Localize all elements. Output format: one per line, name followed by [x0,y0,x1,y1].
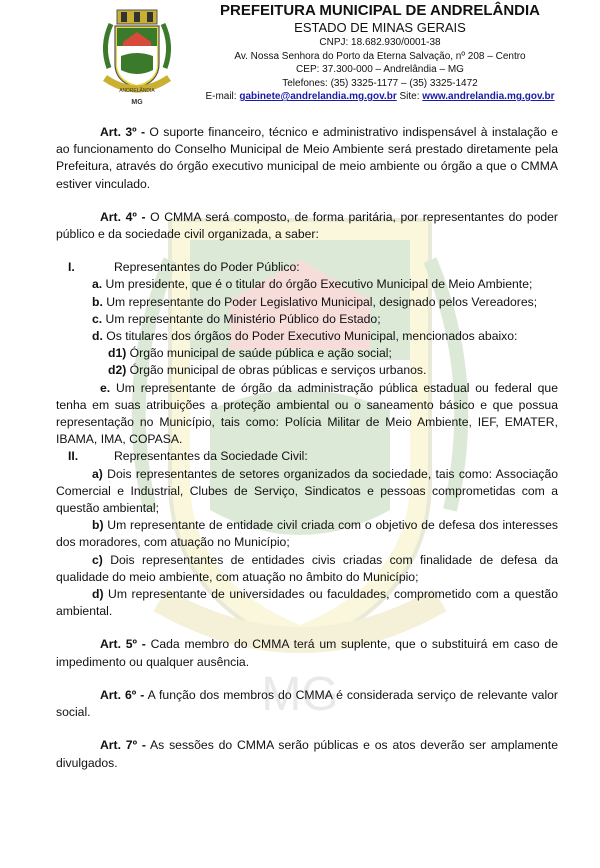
letterhead-address: Av. Nossa Senhora do Porto da Eterna Salvação, nº 208 – Centro [234,50,526,62]
list-subitem: d1) Órgão municipal de saúde pública e ação social; [108,346,392,361]
site-link[interactable]: www.andrelandia.mg.gov.br [422,91,555,102]
article-7: Art. 7º - As sessões do CMMA serão públicas e os atos deverão ser amplamente divulgados. [56,738,558,770]
letterhead-contact: E-mail: gabinete@andrelandia.mg.gov.br Site: www.andrelandia.mg.gov.br [205,91,555,102]
letterhead-title: PREFEITURA MUNICIPAL DE ANDRELÂNDIA [219,2,540,19]
logo-mg-text: MG [131,99,143,106]
list-item: a) Dois representantes de setores organizados da sociedade, tais como: Associação Comercial e Industrial, Clubes de Serviço, Sindicatos e pessoas comprometidas com a questão ambiental; [56,466,558,516]
article-6: Art. 6º - A função dos membros do CMMA é considerada serviço de relevante valor social. [56,687,558,720]
list-item: c. Um representante do Ministério Público do Estado; [92,311,381,326]
coat-of-arms-logo [93,8,181,106]
list-item: b. Um representante do Poder Legislativo Municipal, designado pelos Vereadores; [92,294,538,309]
email-link[interactable]: gabinete@andrelandia.mg.gov.br [239,91,397,102]
list-item: c) Dois representantes de entidades civis criadas com finalidade de defesa da qualidade do meio ambiente, com atuação no âmbito do Município; [56,552,558,584]
list-item: b) Um representante de entidade civil criada com o objetivo de defesa dos interesses dos moradores, com atuação no Município; [56,518,558,550]
article-4: Art. 4º - O CMMA será composto, de forma paritária, por representantes do poder público e da sociedade civil organizada, a saber: [56,209,558,242]
logo-banner-text: ANDRELÂNDIA [119,88,155,94]
group-1-heading: I. Representantes do Poder Público: [68,260,300,275]
list-item: d) Um representante de universidades ou faculdades, comprometido com a questão ambiental. [56,587,558,619]
list-subitem: d2) Órgão municipal de obras públicas e serviços urbanos. [108,363,427,378]
document-body [56,124,558,772]
letterhead-cep: CEP: 37.300-000 – Andrelândia – MG [296,64,464,75]
letterhead-state: ESTADO DE MINAS GERAIS [294,20,466,35]
list-item: e. Um representante de órgão da administração pública estadual ou federal que tenha em suas atribuições a proteção ambiental ou o saneamento básico e que possua representação no Município, tais como: Polícia Militar de Meio Ambiente, IEF, EMATER, IBAMA, IMA, COPASA. [56,380,558,447]
letterhead [0,0,600,110]
group-2-heading: II. Representantes da Sociedade Civil: [68,449,308,464]
article-3: Art. 3º - O suporte financeiro, técnico e administrativo indispensável à instalação e ao funcionamento do Conselho Municipal de Meio Ambiente será prestado diretamente pela Prefeitura, através do órgão executivo municipal de meio ambiente ou órgão a que o CMMA estiver vinculado. [56,125,558,191]
watermark-mg-text: MG [261,668,339,721]
list-item: d. Os titulares dos órgãos do Poder Executivo Municipal, mencionados abaixo: [92,329,518,344]
letterhead-phones: Telefones: (35) 3325-1177 – (35) 3325-1472 [282,77,478,89]
letterhead-cnpj: CNPJ: 18.682.930/0001-38 [319,37,441,48]
list-item: a. Um presidente, que é o titular do órgão Executivo Municipal de Meio Ambiente; [92,277,533,292]
article-5: Art. 5º - Cada membro do CMMA terá um suplente, que o substituirá em caso de impedimento ou qualquer ausência. [56,637,558,669]
